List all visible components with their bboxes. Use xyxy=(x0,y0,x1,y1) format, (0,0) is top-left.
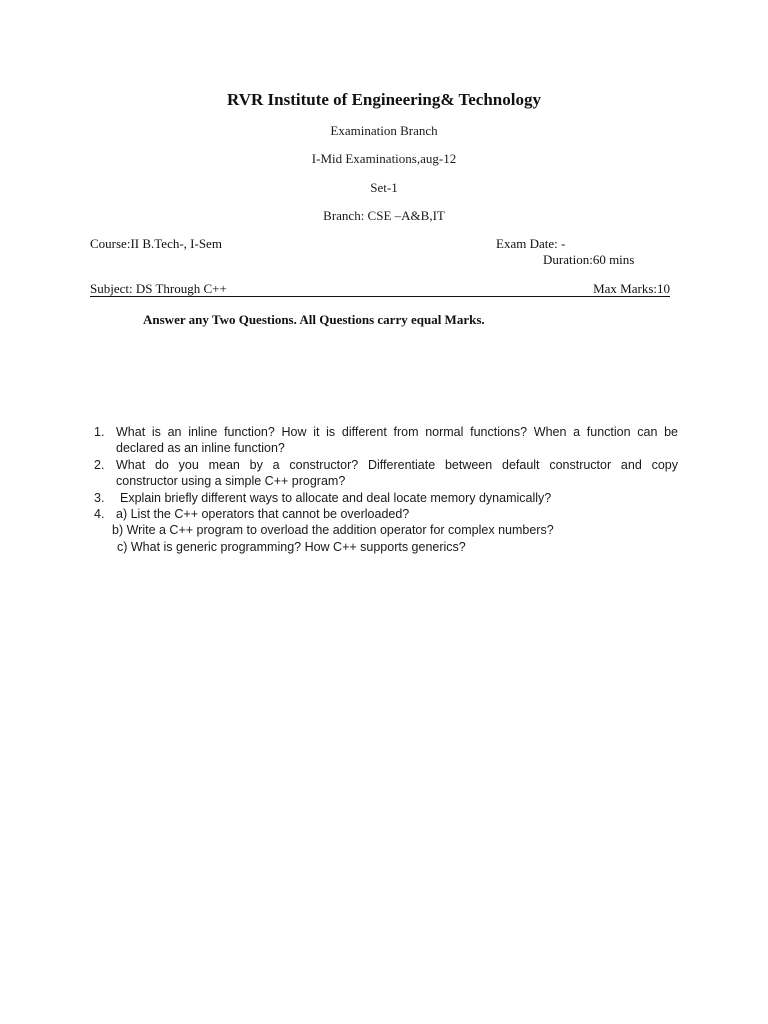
max-marks-label: Max Marks:10 xyxy=(593,281,670,296)
department-branch: Branch: CSE –A&B,IT xyxy=(323,208,445,223)
subject-label: Subject: DS Through C++ xyxy=(90,281,227,296)
institute-title: RVR Institute of Engineering& Technology xyxy=(227,90,541,109)
question-number: 2. xyxy=(94,458,105,472)
question-text-line-2: declared as an inline function? xyxy=(116,441,285,455)
subject-row xyxy=(90,281,670,297)
question-2 xyxy=(94,458,694,492)
duration-label: Duration:60 mins xyxy=(543,252,635,267)
question-3 xyxy=(94,491,694,508)
question-number: 4. xyxy=(94,507,105,521)
question-1 xyxy=(94,425,694,459)
question-text-line-2: constructor using a simple C++ program? xyxy=(116,474,346,488)
question-number: 3. xyxy=(94,491,105,505)
question-text-line-1: What do you mean by a constructor? Differentiate between default constructor and copy xyxy=(116,458,678,472)
question-number: 1. xyxy=(94,425,105,439)
examination-branch: Examination Branch xyxy=(330,123,438,138)
exam-instructions: Answer any Two Questions. All Questions carry equal Marks. xyxy=(143,312,485,327)
question-part-a: a) List the C++ operators that cannot be overloaded? xyxy=(116,507,410,521)
course-label: Course:II B.Tech-, I-Sem xyxy=(90,236,222,251)
question-set: Set-1 xyxy=(370,180,398,195)
exam-date-label: Exam Date: - xyxy=(496,236,566,251)
question-part-b: b) Write a C++ program to overload the addition operator for complex numbers? xyxy=(112,523,554,537)
exam-name: I-Mid Examinations,aug-12 xyxy=(311,151,457,166)
question-text-line-1: Explain briefly different ways to allocate and deal locate memory dynamically? xyxy=(120,491,552,505)
question-4 xyxy=(94,507,694,559)
question-text-line-1: What is an inline function? How it is different from normal functions? When a function can be xyxy=(116,425,678,439)
question-part-c: c) What is generic programming? How C++ supports generics? xyxy=(117,540,466,554)
